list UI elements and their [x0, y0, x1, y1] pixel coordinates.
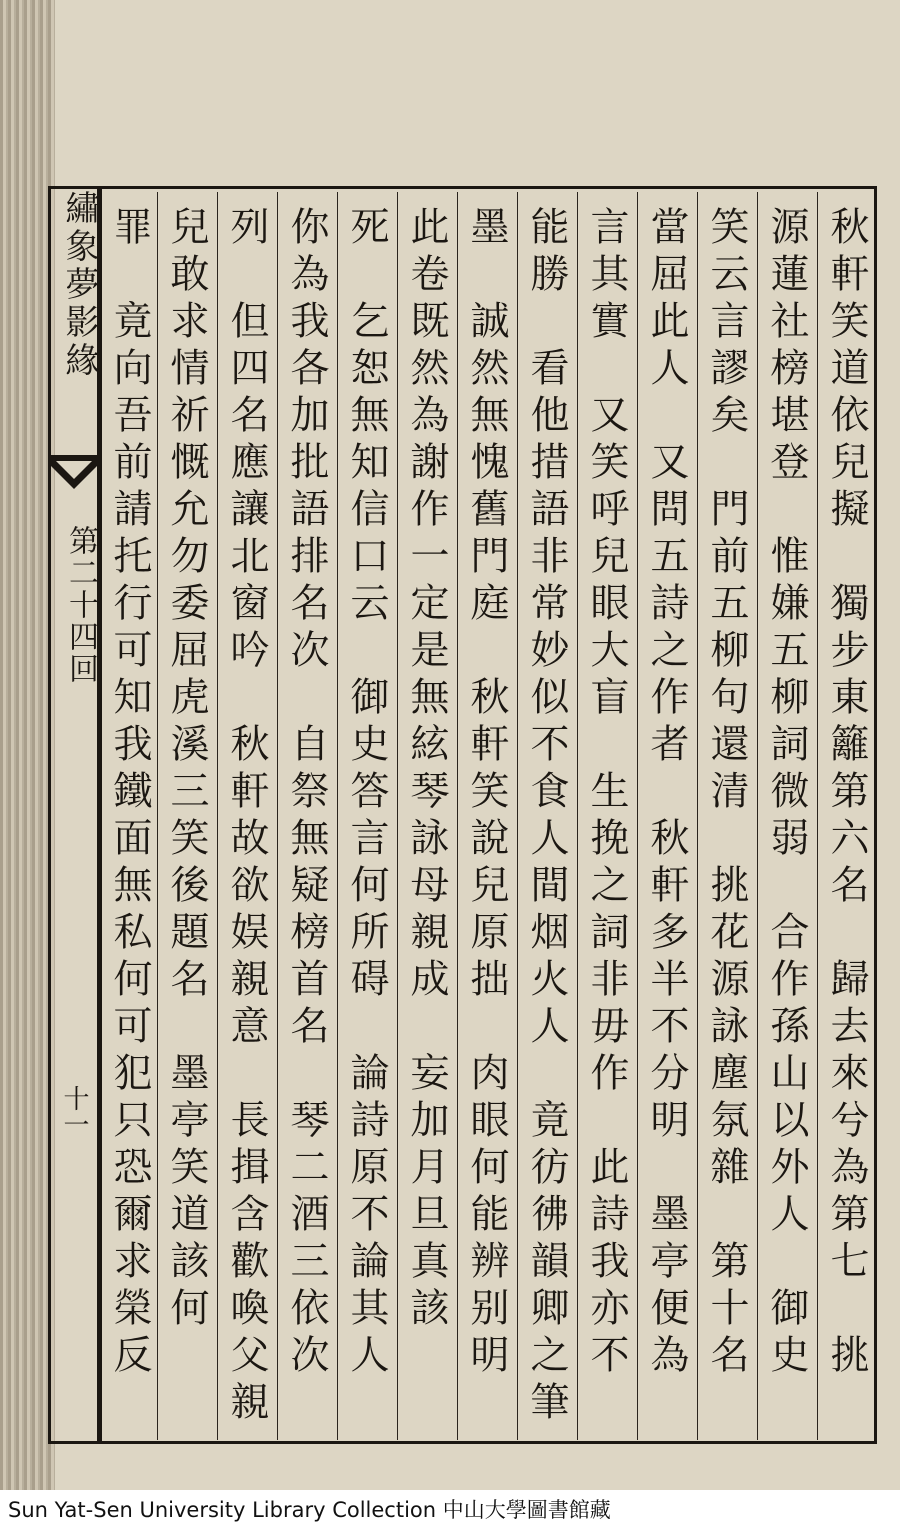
- column-text: 兒敢求情祈慨允勿委屈虎溪三笑後題名 墨亭笑道該何: [164, 206, 209, 1334]
- text-column: [277, 192, 337, 1440]
- column-text: 言其實 又笑呼兒眼大盲 生挽之詞非毋作 此詩我亦不: [584, 206, 629, 1381]
- text-column: [397, 192, 457, 1440]
- text-column: [577, 192, 637, 1440]
- text-column: [817, 192, 877, 1440]
- column-text: 列 但四名應讓北窗吟 秋軒故欲娱親意 長揖含歡喚父親: [224, 206, 269, 1428]
- page-number: 十一: [59, 1085, 89, 1137]
- text-column: [101, 192, 161, 1440]
- text-column: [517, 192, 577, 1440]
- column-text: 你為我各加批語排名次 自祭無疑榜首名 琴二酒三依次: [284, 206, 329, 1381]
- text-column: [217, 192, 277, 1440]
- text-column: [337, 192, 397, 1440]
- text-column: [757, 192, 817, 1440]
- text-column: [637, 192, 697, 1440]
- column-text: 墨 誠然無愧舊門庭 秋軒笑說兒原拙 肉眼何能辨别明: [464, 206, 509, 1381]
- book-title: 繡象夢影緣: [59, 190, 99, 380]
- text-column: [457, 192, 517, 1440]
- column-text: 罪 竟向吾前請托行可知我鐵面無私何可犯只恐爾求榮反: [107, 206, 152, 1381]
- column-text: 此卷既然為謝作一定是無絃琴詠母親成 妄加月旦真該: [404, 206, 449, 1334]
- column-text: 源蓮社榜堪登 惟嫌五柳詞微弱 合作孫山以外人 御史: [764, 206, 809, 1381]
- column-text: 笑云言謬矣 門前五柳句還清 挑花源詠塵氛雜 第十名: [704, 206, 749, 1381]
- column-text: 秋軒笑道依兒擬 獨步東籬第六名 歸去來兮為第七 挑: [824, 206, 869, 1381]
- column-text: 當屈此人 又問五詩之作者 秋軒多半不分明 墨亭便為: [644, 206, 689, 1381]
- fish-tail-mark: [50, 455, 98, 495]
- text-column: [157, 192, 217, 1440]
- collection-caption: Sun Yat-Sen University Library Collection 中山大學圖書館藏: [0, 1490, 900, 1531]
- chapter-label: 第二十四回: [63, 525, 98, 685]
- text-column: [697, 192, 757, 1440]
- column-text: 能勝 看他措語非常妙似不食人間烟火人 竟彷彿韻卿之筆: [524, 206, 569, 1428]
- column-text: 死 乞恕無知信口云 御史答言何所碍 論詩原不論其人: [344, 206, 389, 1381]
